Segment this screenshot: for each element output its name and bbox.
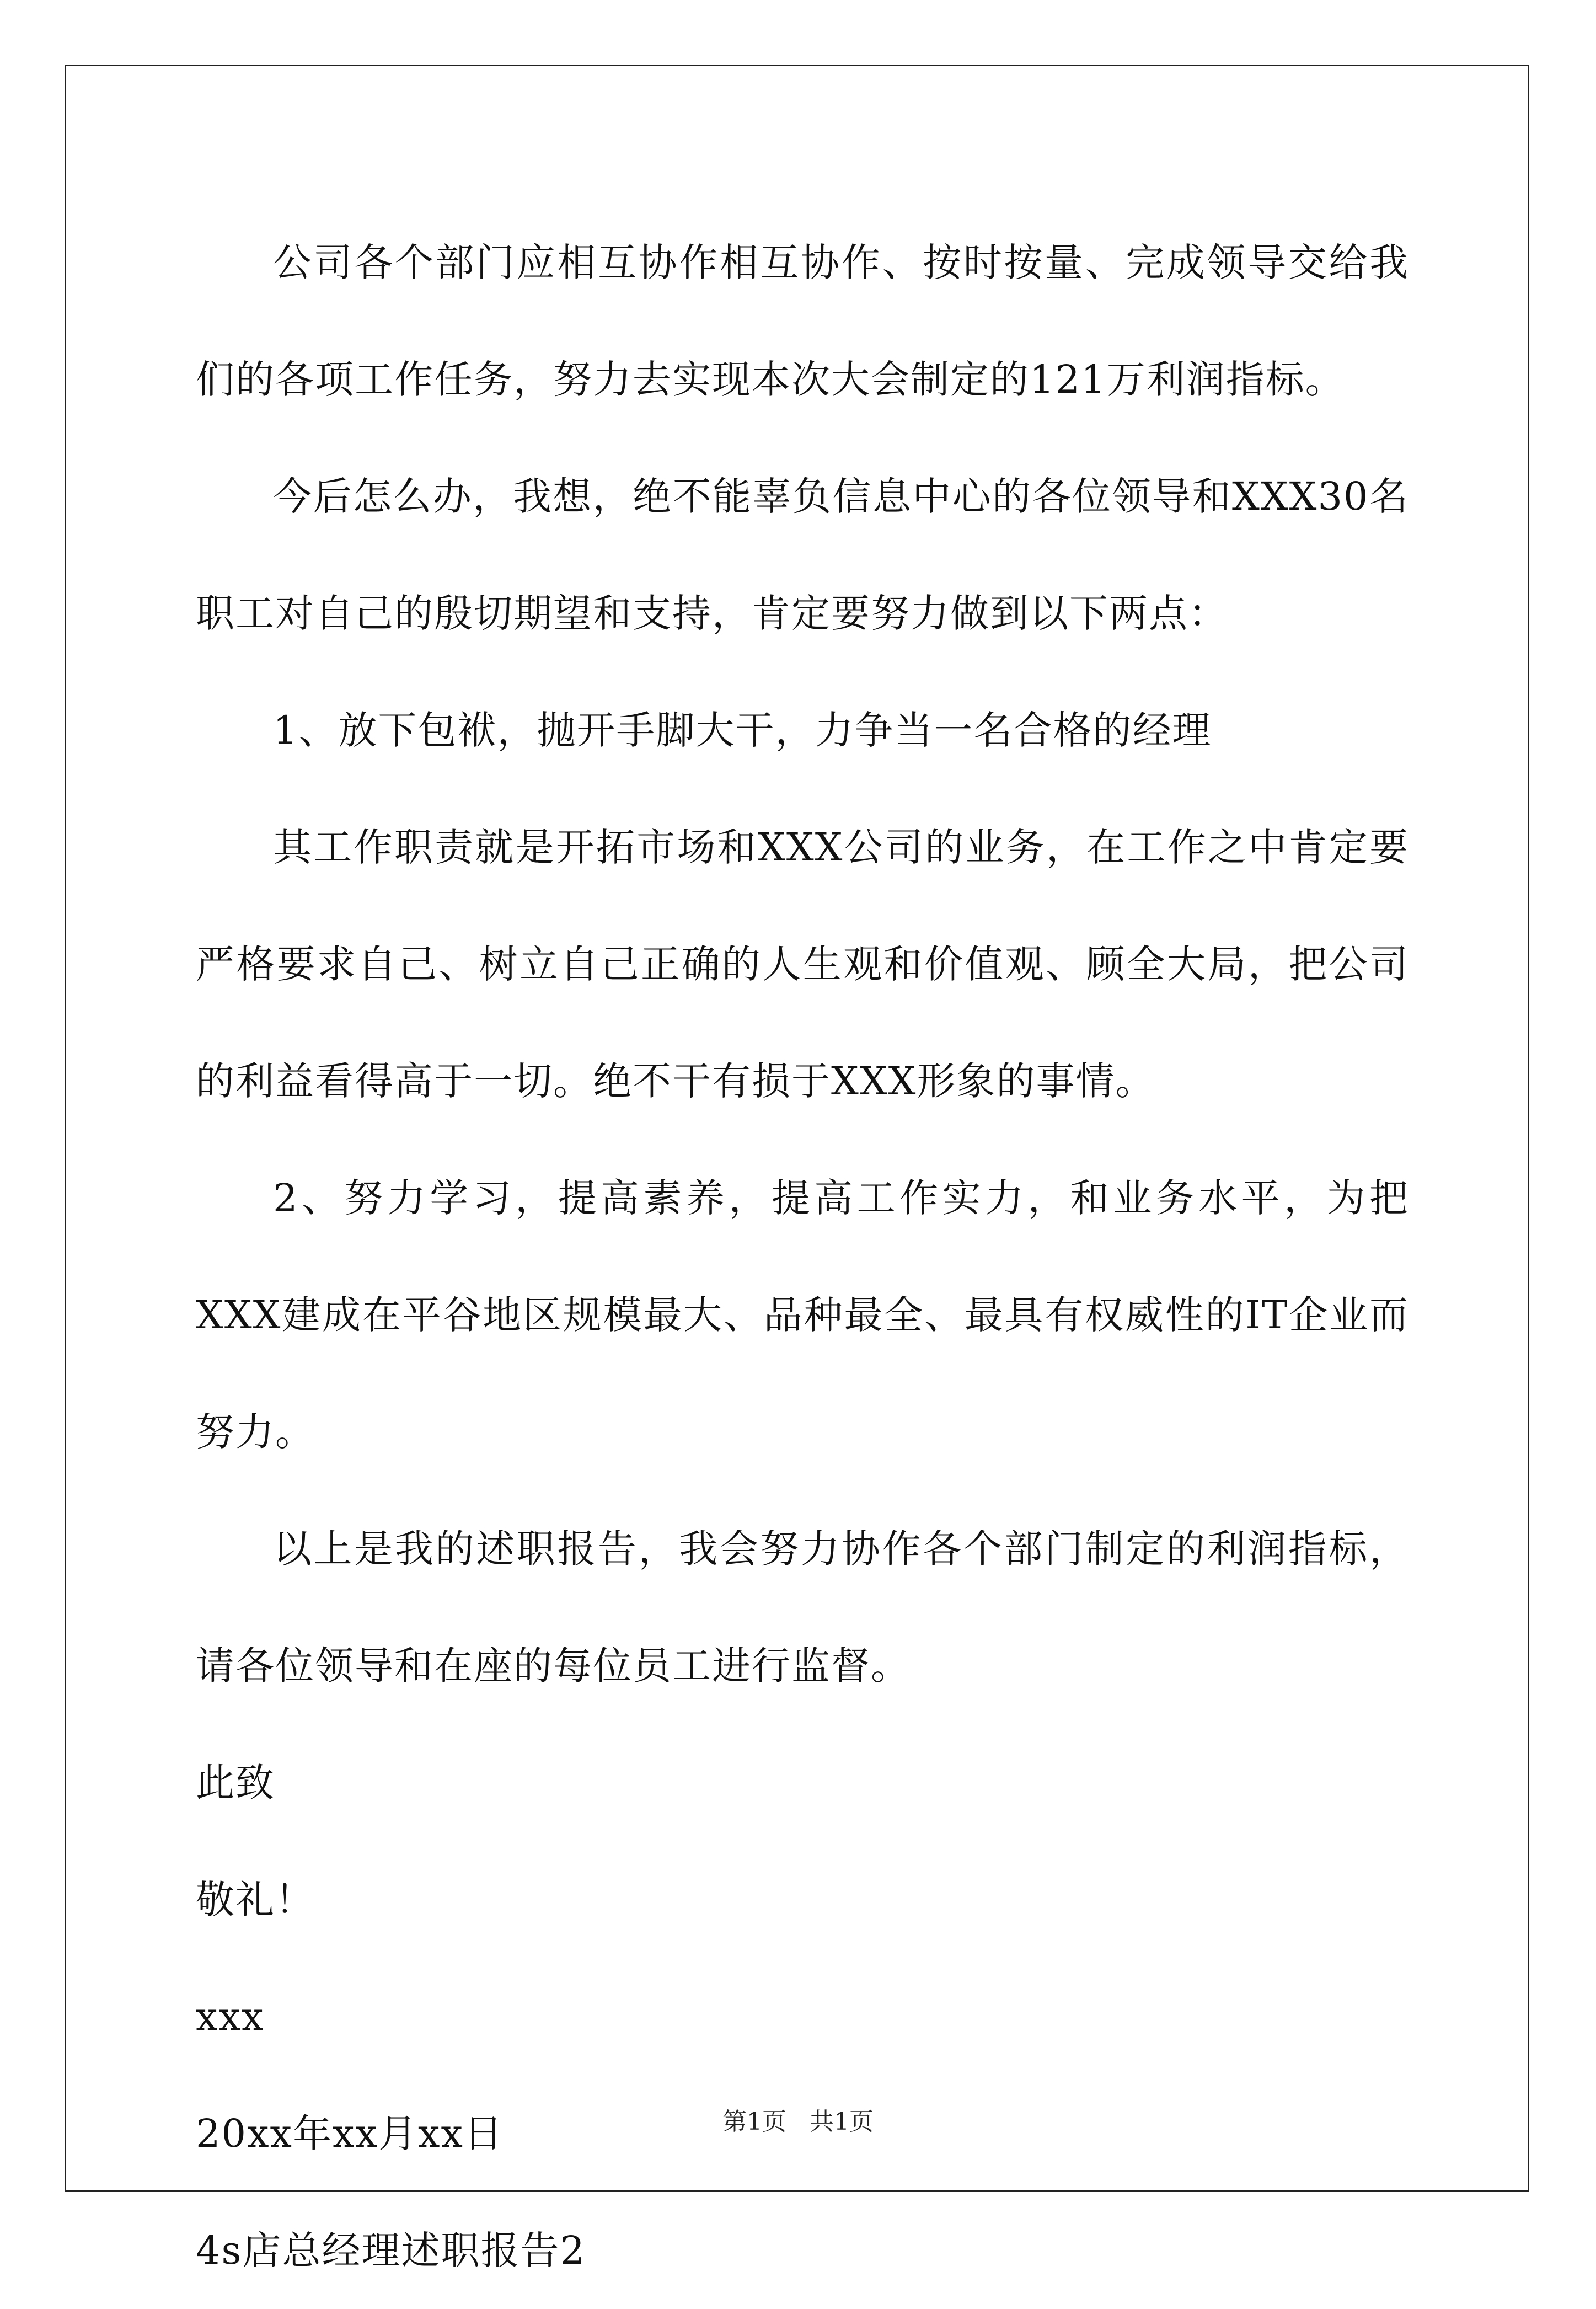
paragraph-5: 2、努力学习，提高素养，提高工作实力，和业务水平，为把XXX建成在平谷地区规模最大、品种最全、最具有权威性的IT企业而努力。 [196, 1175, 1409, 1455]
paragraph-3: 1、放下包袱，抛开手脚大干，力争当一名合格的经理 [273, 708, 1212, 753]
document-body [196, 204, 1409, 2309]
page-footer [0, 2102, 1596, 2137]
next-section-title: 4s店总经理述职报告2 [196, 2228, 586, 2273]
paragraph-1: 公司各个部门应相互协作相互协作、按时按量、完成领导交给我们的各项工作任务，努力去实现本次大会制定的121万利润指标。 [196, 240, 1409, 402]
paragraph-6: 以上是我的述职报告，我会努力协作各个部门制定的利润指标，请各位领导和在座的每位员工进行监督。 [196, 1526, 1409, 1688]
closing-line-1: 此致 [196, 1760, 275, 1805]
paragraph-2: 今后怎么办，我想，绝不能辜负信息中心的各位领导和XXX30名职工对自己的殷切期望和支持，肯定要努力做到以下两点： [196, 474, 1409, 636]
paragraph-4: 其工作职责就是开拓市场和XXX公司的业务，在工作之中肯定要严格要求自己、树立自己正确的人生观和价值观、顾全大局，把公司的利益看得高于一切。绝不干有损于XXX形象的事情。 [196, 825, 1409, 1104]
closing-line-2: 敬礼！ [196, 1877, 315, 1922]
page-total: 共1页 [810, 2108, 874, 2136]
date-line: 20xx年xx月xx日 [196, 2111, 504, 2156]
signature: xxx [196, 1994, 265, 2039]
page-number: 第1页 [722, 2108, 786, 2136]
